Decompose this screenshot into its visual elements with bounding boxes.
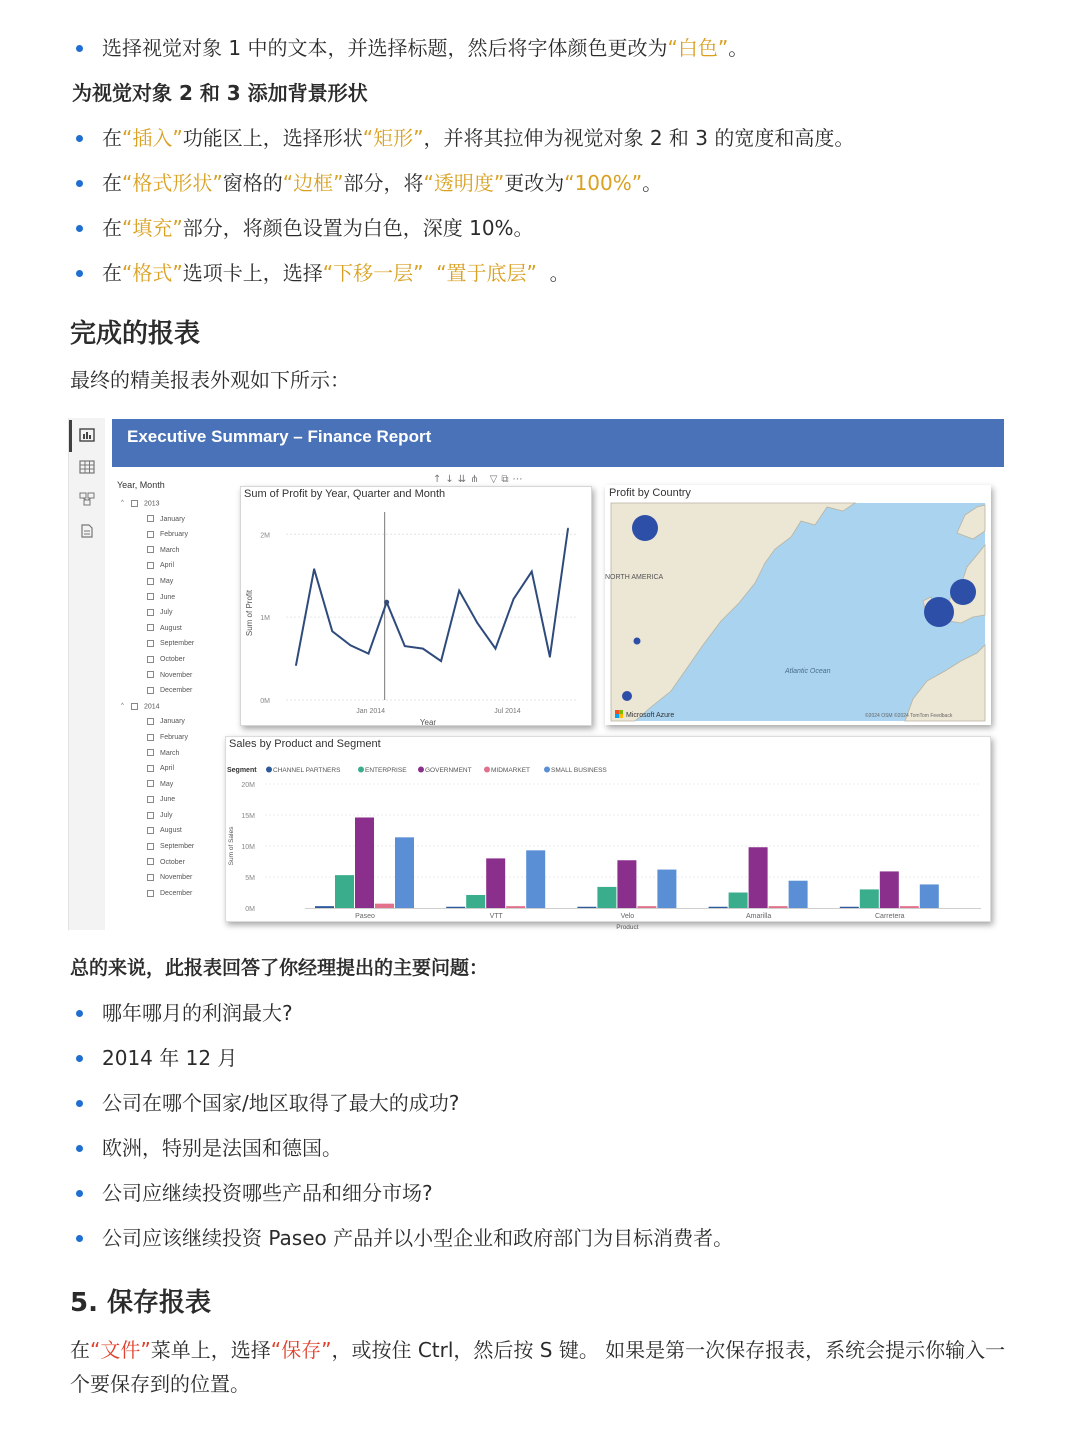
slicer-month-label: November xyxy=(160,874,193,882)
line-point[interactable] xyxy=(295,664,297,666)
legend-marker[interactable] xyxy=(266,767,272,773)
slicer-year-row[interactable] xyxy=(117,496,227,512)
slicer-month-label: October xyxy=(160,858,185,866)
bar[interactable] xyxy=(880,871,899,908)
chevron-up-icon[interactable]: ^ xyxy=(121,500,124,506)
section-heading-save-report: 5. 保存报表 xyxy=(70,1288,212,1318)
slicer-month-row[interactable] xyxy=(117,839,227,855)
active-view-indicator xyxy=(69,420,72,452)
slicer-month-row[interactable] xyxy=(117,621,227,637)
bullet-text: 功能区上，选择形状 xyxy=(182,126,363,150)
legend-marker[interactable] xyxy=(544,767,550,773)
bar[interactable] xyxy=(315,906,334,908)
bar[interactable] xyxy=(920,884,939,908)
highlight-text: “置于底层” xyxy=(436,261,537,285)
slicer-month-label: August xyxy=(160,624,182,632)
bullet-text: 窗格的 xyxy=(222,171,283,195)
list-item xyxy=(72,161,1032,206)
line-point[interactable] xyxy=(368,653,370,655)
slicer-month-label: April xyxy=(160,765,175,773)
legend-marker[interactable] xyxy=(418,767,424,773)
slicer-month-row[interactable] xyxy=(117,652,227,668)
checkbox[interactable] xyxy=(147,718,154,725)
line-chart-title: Sum of Profit by Year, Quarter and Month xyxy=(244,488,446,500)
y-tick-label: 0M xyxy=(245,906,255,913)
slicer-month-label: November xyxy=(160,671,193,679)
paragraph-text: 菜单上，选择 xyxy=(150,1338,271,1362)
slicer-month-label: July xyxy=(160,811,173,819)
map-bubble[interactable] xyxy=(924,597,954,627)
bar[interactable] xyxy=(597,887,616,908)
slicer-year-label: 2014 xyxy=(144,703,160,711)
bar[interactable] xyxy=(466,895,485,908)
list-item xyxy=(72,26,1032,71)
microsoft-logo-icon-part xyxy=(619,710,623,714)
highlight-text: “保存” xyxy=(270,1338,332,1362)
line-point[interactable] xyxy=(331,630,333,632)
slicer-month-row[interactable] xyxy=(117,590,227,606)
bullet-text: 更改为 xyxy=(504,171,565,195)
bar[interactable] xyxy=(769,906,788,908)
slicer-month-label: August xyxy=(160,827,182,835)
map-label-atlantic: Atlantic Ocean xyxy=(785,668,831,675)
map-bubble[interactable] xyxy=(634,638,641,645)
list-item: 公司应继续投资哪些产品和细分市场? xyxy=(72,1171,1032,1216)
x-tick-label: Carretera xyxy=(875,913,905,920)
report-view-sidebar xyxy=(69,418,105,930)
highlight-text: “格式形状” xyxy=(122,171,223,195)
bar[interactable] xyxy=(709,907,728,908)
line-point[interactable] xyxy=(422,648,424,650)
microsoft-logo-icon-part xyxy=(615,714,619,718)
line-point[interactable] xyxy=(440,660,442,662)
sales-bar-chart-panel[interactable] xyxy=(225,736,991,931)
checkbox[interactable] xyxy=(131,500,138,507)
line-point[interactable] xyxy=(350,645,352,647)
slicer-month-label: December xyxy=(160,889,193,897)
bullet-text: 在 xyxy=(102,126,122,150)
checkbox[interactable] xyxy=(147,578,154,585)
bar[interactable] xyxy=(486,858,505,908)
bullet-text: 部分，将颜色设置为白色，深度 10%。 xyxy=(182,216,534,240)
slicer-year-row[interactable] xyxy=(117,699,227,715)
slicer-month-label: September xyxy=(160,843,195,851)
checkbox[interactable] xyxy=(131,703,138,710)
checkbox[interactable] xyxy=(147,812,154,819)
microsoft-logo-icon-part xyxy=(619,714,623,718)
bar[interactable] xyxy=(355,817,374,908)
bar[interactable] xyxy=(617,860,636,908)
slicer-month-label: March xyxy=(160,749,180,757)
paragraph-text: 在 xyxy=(70,1338,90,1362)
x-tick-label: Jan 2014 xyxy=(356,708,386,715)
slicer-month-row[interactable] xyxy=(117,558,227,574)
highlight-text: “下移一层” xyxy=(322,261,424,285)
bar[interactable] xyxy=(446,907,465,908)
y-axis-label: Sum of Sales xyxy=(228,826,235,866)
slicer-month-label: March xyxy=(160,546,180,554)
checkbox[interactable] xyxy=(147,640,154,647)
slicer-list xyxy=(117,496,227,901)
highlight-text: “100%” xyxy=(564,171,643,195)
bullet-text: 。 xyxy=(728,36,749,60)
line-point[interactable] xyxy=(549,656,551,658)
checkbox[interactable] xyxy=(147,749,154,756)
slicer-month-row[interactable] xyxy=(117,855,227,871)
section-heading-background-shapes: 为视觉对象 2 和 3 添加背景形状 xyxy=(72,81,368,105)
list-item: 哪年哪月的利润最大? xyxy=(72,991,1032,1036)
slicer-title: Year, Month xyxy=(117,480,165,490)
x-tick-label: Velo xyxy=(620,913,635,920)
highlight-text: “文件” xyxy=(90,1338,151,1362)
paragraph-save-report xyxy=(70,1333,1020,1401)
map-title: Profit by Country xyxy=(609,487,691,499)
bar[interactable] xyxy=(789,881,808,908)
line-point[interactable] xyxy=(404,645,406,647)
highlight-text: “填充” xyxy=(122,216,183,240)
y-tick-label: 15M xyxy=(241,813,255,820)
bullet-text: 在 xyxy=(102,171,122,195)
checkbox[interactable] xyxy=(147,734,154,741)
legend-marker[interactable] xyxy=(484,767,490,773)
bar[interactable] xyxy=(526,850,545,908)
visual-header-toolbar[interactable]: ↑↓⇊⋔ ▽⧉⋯ xyxy=(433,474,527,485)
y-tick-label: 10M xyxy=(241,844,255,851)
slicer-month-row[interactable] xyxy=(117,527,227,543)
x-tick-label: Jul 2014 xyxy=(494,708,521,715)
highlight-text: “白色” xyxy=(667,36,729,60)
slicer-month-label: February xyxy=(160,733,189,741)
paragraph-final-report: 最终的精美报表外观如下所示： xyxy=(70,368,350,392)
map-credit[interactable]: ©2024 OSM ©2024 TomTom Feedback xyxy=(865,713,953,719)
bar[interactable] xyxy=(395,837,414,908)
slicer-month-label: July xyxy=(160,609,173,617)
slicer-month-label: January xyxy=(160,718,185,726)
checkbox[interactable] xyxy=(147,562,154,569)
bullet-text: 选择视觉对象 1 中的文本，并选择标题，然后将字体颜色更改为 xyxy=(102,36,668,60)
report-title: Executive Summary – Finance Report xyxy=(127,427,432,446)
checkbox[interactable] xyxy=(147,593,154,600)
table-view-icon[interactable] xyxy=(79,460,95,474)
checkbox[interactable] xyxy=(147,843,154,850)
line-point[interactable] xyxy=(384,600,389,605)
legend-item[interactable]: SMALL BUSINESS xyxy=(551,767,607,774)
slicer-month-row[interactable] xyxy=(117,823,227,839)
bar[interactable] xyxy=(637,906,656,908)
slicer-month-row[interactable] xyxy=(117,730,227,746)
section-heading-finished-report: 完成的报表 xyxy=(70,319,201,349)
map xyxy=(605,485,991,725)
bar[interactable] xyxy=(657,870,676,908)
slicer-month-row[interactable] xyxy=(117,761,227,777)
list-item: 公司在哪个国家/地区取得了最大的成功? xyxy=(72,1081,1032,1126)
list-item: 2014 年 12 月 xyxy=(72,1036,1032,1081)
slicer-month-row[interactable] xyxy=(117,808,227,824)
profit-series-line[interactable] xyxy=(296,528,568,665)
line-point[interactable] xyxy=(567,528,569,530)
dax-query-view-icon[interactable] xyxy=(79,524,95,538)
bullet-text: 。 xyxy=(642,171,663,195)
bar[interactable] xyxy=(840,907,859,908)
model-view-icon[interactable] xyxy=(79,492,95,506)
line-point[interactable] xyxy=(458,590,460,592)
bar[interactable] xyxy=(729,893,748,909)
bullet-text: 选项卡上，选择 xyxy=(182,261,323,285)
report-view-icon[interactable] xyxy=(79,428,95,442)
line-point[interactable] xyxy=(313,568,315,570)
map-brand: Microsoft Azure xyxy=(626,712,675,719)
checkbox[interactable] xyxy=(147,515,154,522)
bar[interactable] xyxy=(335,875,354,908)
y-axis-label: Sum of Profit xyxy=(245,589,254,637)
slicer-month-row[interactable] xyxy=(117,512,227,528)
checkbox[interactable] xyxy=(147,890,154,897)
highlight-text: “格式” xyxy=(122,261,183,285)
legend-item[interactable]: GOVERNMENT xyxy=(425,767,472,774)
checkbox[interactable] xyxy=(147,624,154,631)
slicer-month-row[interactable] xyxy=(117,870,227,886)
profit-map-panel[interactable] xyxy=(605,485,991,725)
list-item xyxy=(72,116,1032,161)
map-label-north-america: NORTH AMERICA xyxy=(605,574,664,581)
legend-item[interactable]: CHANNEL PARTNERS xyxy=(273,767,341,774)
x-tick-label: Amarilla xyxy=(745,913,772,920)
slicer-month-row[interactable] xyxy=(117,605,227,621)
highlight-text: “边框” xyxy=(282,171,344,195)
line-point[interactable] xyxy=(531,571,533,573)
bullet-text: ，并将其拉伸为视觉对象 2 和 3 的宽度和高度。 xyxy=(423,126,855,150)
checkbox[interactable] xyxy=(147,546,154,553)
slicer-month-label: June xyxy=(160,796,176,804)
x-axis-label: Product xyxy=(616,924,639,931)
map-bubble[interactable] xyxy=(950,579,976,605)
y-tick-label: 1M xyxy=(260,615,270,623)
bullet-text: 。 xyxy=(549,261,570,285)
bar-chart-title: Sales by Product and Segment xyxy=(229,738,381,750)
checkbox[interactable] xyxy=(147,609,154,616)
line-point[interactable] xyxy=(495,648,497,650)
map-bubble[interactable] xyxy=(622,691,632,701)
slicer-month-row[interactable] xyxy=(117,746,227,762)
highlight-text: “插入” xyxy=(122,126,183,150)
slicer-month-row[interactable] xyxy=(117,574,227,590)
slicer-month-row[interactable] xyxy=(117,886,227,902)
microsoft-logo-icon xyxy=(615,710,619,714)
highlight-text: “透明度” xyxy=(423,171,505,195)
checkbox[interactable] xyxy=(147,796,154,803)
slicer-month-label: May xyxy=(160,780,174,788)
slicer-month-row[interactable] xyxy=(117,668,227,684)
slicer-month-row[interactable] xyxy=(117,792,227,808)
line-chart xyxy=(240,486,592,726)
summary-heading: 总的来说，此报表回答了你经理提出的主要问题： xyxy=(70,957,489,979)
checkbox[interactable] xyxy=(147,687,154,694)
x-tick-label: Paseo xyxy=(355,913,375,920)
checkbox[interactable] xyxy=(147,671,154,678)
report-header xyxy=(112,419,1004,467)
list-item xyxy=(72,251,1032,296)
slicer-month-row[interactable] xyxy=(117,543,227,559)
slicer-month-row[interactable] xyxy=(117,777,227,793)
bar[interactable] xyxy=(860,889,879,908)
report-screenshot xyxy=(68,418,1012,930)
y-tick-label: 20M xyxy=(241,782,255,789)
x-axis-label: Year xyxy=(419,718,437,727)
slicer-month-label: May xyxy=(160,577,174,585)
chevron-up-icon[interactable]: ^ xyxy=(121,702,124,709)
checkbox[interactable] xyxy=(147,531,154,538)
slicer-month-label: February xyxy=(160,531,189,539)
slicer-month-label: April xyxy=(160,562,175,570)
slicer-month-label: December xyxy=(160,687,193,695)
instruction-list-top xyxy=(72,26,1032,71)
instruction-list-shapes xyxy=(72,116,1032,296)
legend-item[interactable]: MIDMARKET xyxy=(491,767,530,774)
legend-item[interactable]: ENTERPRISE xyxy=(365,767,407,774)
list-item: 公司应该继续投资 Paseo 产品并以小型企业和政府部门为目标消费者。 xyxy=(72,1216,1032,1261)
profit-line-chart-panel[interactable] xyxy=(240,486,592,726)
list-item xyxy=(72,206,1032,251)
checkbox[interactable] xyxy=(147,827,154,834)
y-tick-label: 2M xyxy=(260,532,270,540)
y-tick-label: 0M xyxy=(260,698,270,705)
slicer-month-row[interactable] xyxy=(117,636,227,652)
checkbox[interactable] xyxy=(147,656,154,663)
checkbox[interactable] xyxy=(147,858,154,865)
y-tick-label: 5M xyxy=(245,875,255,882)
bullet-text: 部分，将 xyxy=(343,171,424,195)
x-tick-label: VTT xyxy=(489,913,503,920)
slicer-month-label: January xyxy=(160,515,185,523)
slicer-month-label: September xyxy=(160,640,195,648)
list-item: 欧洲，特别是法国和德国。 xyxy=(72,1126,1032,1171)
bar-chart xyxy=(225,736,991,931)
checkbox[interactable] xyxy=(147,780,154,787)
slicer-month-row[interactable] xyxy=(117,714,227,730)
bar[interactable] xyxy=(375,904,394,908)
line-point[interactable] xyxy=(513,598,515,600)
legend-title: Segment xyxy=(227,767,257,774)
paragraph-text: ，或按住 Ctrl，然后按 S 键。 如果是第一次保存报表，系统会提示你输入一个要保存到的位置。 xyxy=(70,1338,1006,1396)
bullet-text: 在 xyxy=(102,216,122,240)
line-point[interactable] xyxy=(477,622,479,624)
bar[interactable] xyxy=(900,906,919,908)
slicer-month-row[interactable] xyxy=(117,683,227,699)
highlight-text: “矩形” xyxy=(362,126,424,150)
bar[interactable] xyxy=(749,847,768,908)
bar[interactable] xyxy=(506,906,525,908)
slicer-year-label: 2013 xyxy=(144,500,160,508)
slicer-month-label: June xyxy=(160,593,176,601)
checkbox[interactable] xyxy=(147,765,154,772)
year-month-slicer[interactable] xyxy=(117,480,227,920)
slicer-month-label: October xyxy=(160,655,185,663)
bar[interactable] xyxy=(577,907,596,908)
checkbox[interactable] xyxy=(147,874,154,881)
map-bubble[interactable] xyxy=(632,515,658,541)
summary-list xyxy=(72,991,1032,1261)
bullet-text: 在 xyxy=(102,261,122,285)
legend-marker[interactable] xyxy=(358,767,364,773)
